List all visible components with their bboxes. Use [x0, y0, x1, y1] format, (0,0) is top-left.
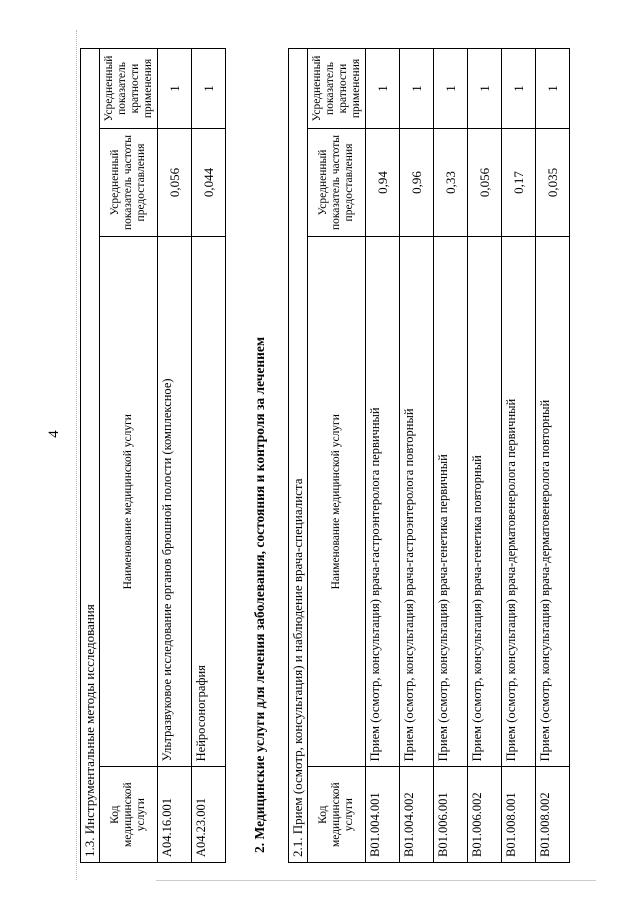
service-frequency: 0,96 [400, 128, 434, 236]
header-code: Код медицинской услуги [100, 767, 158, 863]
service-multiplicity: 1 [158, 49, 192, 129]
service-name: Прием (осмотр, консультация) врача-дерматовенеролога повторный [536, 237, 570, 767]
service-code: B01.008.002 [536, 767, 570, 863]
header-code: Код медицинской услуги [308, 767, 366, 863]
service-name: Нейросонография [192, 237, 226, 767]
header-name: Наименование медицинской услуги [308, 237, 366, 767]
service-multiplicity: 1 [536, 49, 570, 129]
service-code: B01.006.002 [468, 767, 502, 863]
header-frequency: Усредненный показатель частоты предоставления [308, 128, 366, 236]
service-multiplicity: 1 [192, 49, 226, 129]
header-frequency: Усредненный показатель частоты предоставления [100, 128, 158, 236]
service-name: Прием (осмотр, консультация) врача-генетика повторный [468, 237, 502, 767]
service-multiplicity: 1 [366, 49, 400, 129]
specialist-consultation-table [288, 48, 570, 863]
service-name: Ультразвуковое исследование органов брюшной полости (комплексное) [158, 237, 192, 767]
service-frequency: 0,94 [366, 128, 400, 236]
service-multiplicity: 1 [502, 49, 536, 129]
service-name: Прием (осмотр, консультация) врача-дерматовенеролога первичный [502, 237, 536, 767]
service-multiplicity: 1 [400, 49, 434, 129]
service-frequency: 0,33 [434, 128, 468, 236]
header-multiplicity: Усредненный показатель кратности применения [308, 49, 366, 129]
service-name: Прием (осмотр, консультация) врача-гастроэнтеролога первичный [366, 237, 400, 767]
service-multiplicity: 1 [434, 49, 468, 129]
service-frequency: 0,17 [502, 128, 536, 236]
service-code: A04.23.001 [192, 767, 226, 863]
table-row [468, 49, 502, 863]
table-row [434, 49, 468, 863]
service-code: B01.004.001 [366, 767, 400, 863]
service-code: B01.006.001 [434, 767, 468, 863]
instrumental-methods-table [80, 48, 226, 863]
rotated-page-content [70, 33, 630, 863]
service-name: Прием (осмотр, консультация) врача-генетика первичный [434, 237, 468, 767]
header-name: Наименование медицинской услуги [100, 237, 158, 767]
service-frequency: 0,044 [192, 128, 226, 236]
section-2-heading: 2. Медицинские услуги для лечения заболевания, состояния и контроля за лечением [252, 336, 267, 853]
table-row [366, 49, 400, 863]
service-frequency: 0,035 [536, 128, 570, 236]
table-row [400, 49, 434, 863]
service-frequency: 0,056 [158, 128, 192, 236]
service-code: A04.16.001 [158, 767, 192, 863]
section-2-1-title: 2.1. Прием (осмотр, консультация) и наблюдение врача-специалиста [289, 49, 308, 863]
table-row [192, 49, 226, 863]
service-code: B01.004.002 [400, 767, 434, 863]
header-multiplicity: Усредненный показатель кратности применения [100, 49, 158, 129]
service-name: Прием (осмотр, консультация) врача-гастроэнтеролога повторный [400, 237, 434, 767]
table-row [502, 49, 536, 863]
service-frequency: 0,056 [468, 128, 502, 236]
service-code: B01.008.001 [502, 767, 536, 863]
table-row [158, 49, 192, 863]
bottom-line [156, 880, 596, 881]
service-multiplicity: 1 [468, 49, 502, 129]
page-number: 4 [46, 430, 62, 438]
section-1-3-title: 1.3. Инструментальные методы исследования [81, 49, 100, 863]
table-row [536, 49, 570, 863]
